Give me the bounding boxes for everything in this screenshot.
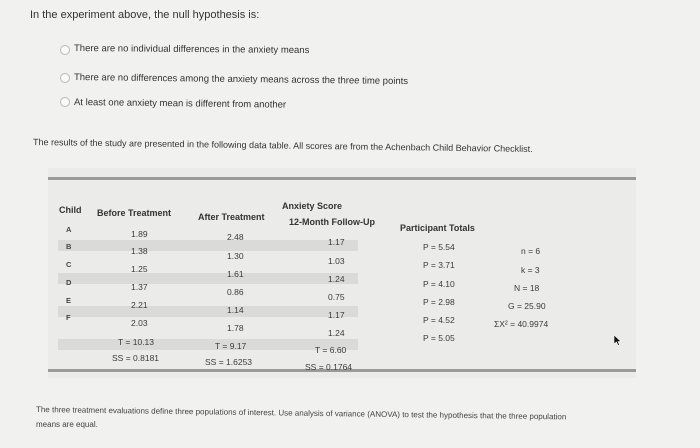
- after-value: 0.86: [227, 287, 244, 297]
- footer-text-line1: The three treatment evaluations define three populations of interest. Use analysis of variance (ANOVA) to test the hypothesis that the three population: [35, 405, 567, 422]
- participant-total: P = 2.98: [423, 297, 455, 307]
- question-text: In the experiment above, the null hypothesis is:: [30, 9, 260, 21]
- row-band: [58, 339, 358, 350]
- participant-total: P = 4.52: [423, 315, 455, 325]
- followup-value: 1.17: [328, 310, 345, 320]
- child-label: A: [66, 225, 72, 234]
- option-1-radio[interactable]: [60, 45, 70, 55]
- footer-text-line2: means are equal.: [36, 420, 98, 429]
- followup-value: 1.24: [328, 328, 345, 338]
- option-1-label[interactable]: There are no individual differences in the anxiety means: [73, 42, 310, 57]
- header-followup: 12-Month Follow-Up: [289, 217, 375, 227]
- before-value: 2.21: [131, 300, 148, 310]
- followup-value: 1.24: [328, 274, 345, 284]
- before-total: T = 10.13: [118, 337, 154, 347]
- participant-total: P = 5.05: [423, 333, 455, 343]
- option-3-radio[interactable]: [60, 97, 70, 107]
- row-band: [58, 273, 358, 284]
- after-value: 1.61: [227, 269, 244, 279]
- row-band: [58, 306, 358, 317]
- intro-text: The results of the study are presented in the following data table. All scores are from the Achenbach Child Behavior Checklist.: [32, 137, 533, 154]
- participant-total: P = 4.10: [423, 279, 455, 289]
- option-2-radio[interactable]: [60, 73, 70, 83]
- followup-value: 0.75: [328, 292, 345, 302]
- child-label: D: [66, 278, 72, 287]
- after-value: 2.48: [227, 232, 244, 242]
- option-3-label[interactable]: At least one anxiety mean is different from another: [73, 97, 287, 111]
- after-value: 1.30: [227, 251, 244, 261]
- after-value: 1.78: [227, 323, 244, 333]
- before-value: 1.25: [131, 264, 148, 274]
- mouse-cursor-icon: [614, 335, 622, 346]
- summary-G: G = 25.90: [508, 301, 546, 311]
- summary-sumx2: ΣX² = 40.9974: [494, 319, 549, 329]
- header-before: Before Treatment: [97, 208, 172, 218]
- before-value: 2.03: [131, 318, 148, 328]
- child-label: C: [66, 260, 72, 269]
- option-2-label[interactable]: There are no differences among the anxiety means across the three time points: [73, 72, 409, 88]
- after-ss: SS = 1.6253: [205, 357, 253, 367]
- after-total: T = 9.17: [215, 341, 247, 351]
- child-label: B: [66, 242, 72, 251]
- header-after: After Treatment: [198, 212, 265, 222]
- after-value: 1.14: [227, 305, 244, 315]
- participant-total: P = 3.71: [423, 260, 455, 270]
- child-label: E: [66, 296, 72, 305]
- header-totals: Participant Totals: [400, 223, 475, 233]
- participant-total: P = 5.54: [423, 242, 455, 252]
- summary-n: n = 6: [521, 246, 541, 256]
- child-label: F: [66, 313, 71, 322]
- summary-k: k = 3: [521, 265, 540, 275]
- followup-value: 1.03: [328, 256, 345, 266]
- table-title: Anxiety Score: [282, 201, 343, 211]
- followup-ss: SS = 0.1764: [305, 362, 353, 372]
- before-ss: SS = 0.8181: [112, 353, 160, 363]
- followup-total: T = 6.60: [315, 345, 347, 355]
- header-child: Child: [59, 205, 82, 215]
- row-band: [58, 240, 358, 251]
- summary-N: N = 18: [514, 283, 540, 293]
- before-value: 1.37: [131, 282, 148, 292]
- before-value: 1.38: [131, 246, 148, 256]
- before-value: 1.89: [131, 229, 148, 239]
- followup-value: 1.17: [328, 237, 345, 247]
- table-top-rule: [48, 177, 636, 180]
